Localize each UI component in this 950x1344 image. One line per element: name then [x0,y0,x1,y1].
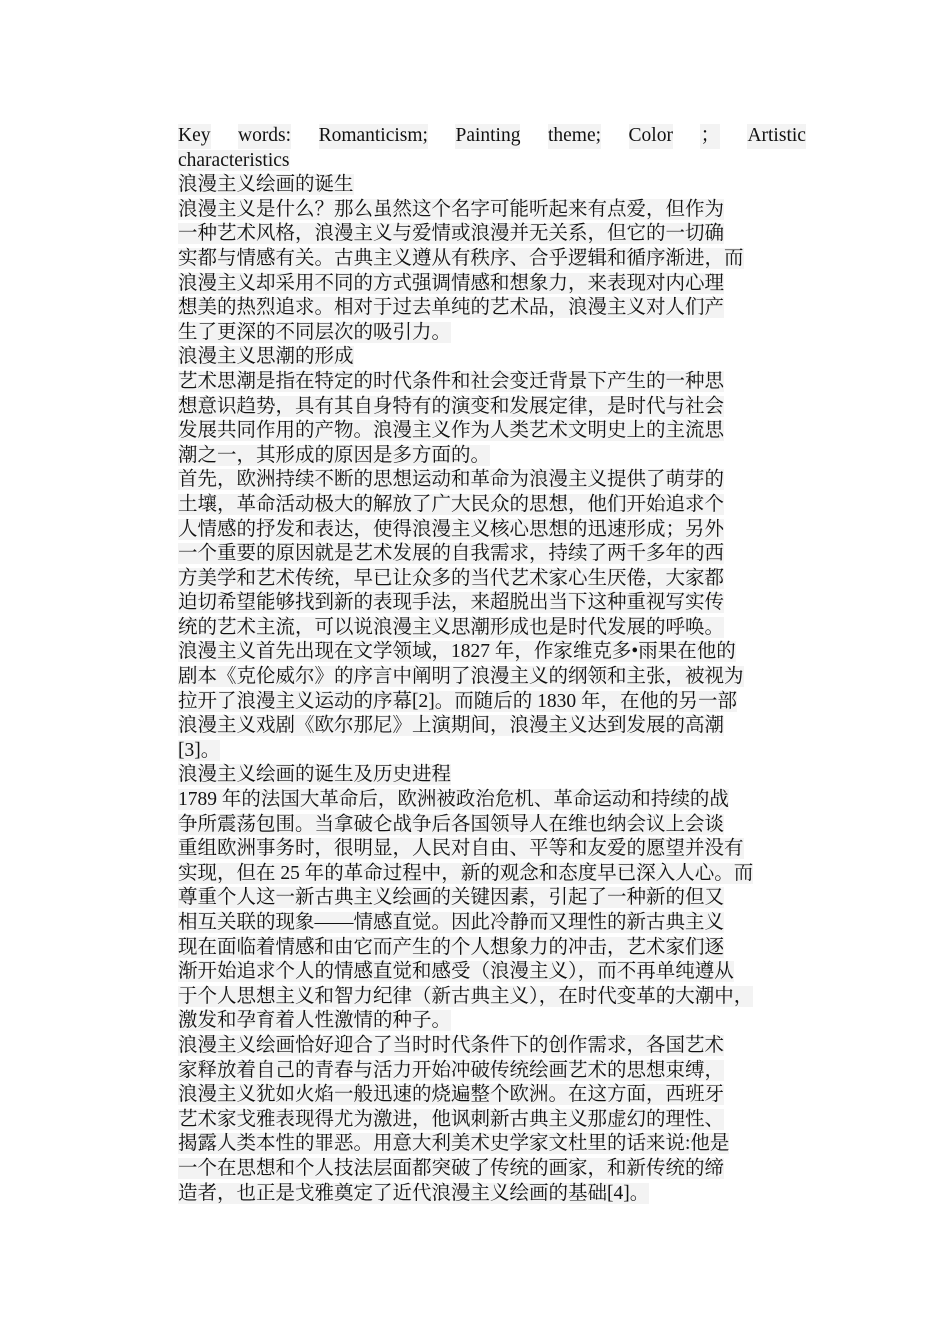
text-line: 迫切希望能够找到新的表现手法，来超脱出当下这种重视写实传 [178,592,725,614]
text-line: 浪漫主义戏剧《欧尔那尼》上演期间，浪漫主义达到发展的高潮 [178,715,725,737]
text-line: 造者，也正是戈雅奠定了近代浪漫主义绘画的基础[4]。 [178,1182,650,1204]
text-line: 实现，但在 25 年的革命过程中，新的观念和态度早已深入人心。而 [178,862,754,884]
keyword-label: Key [178,124,211,149]
text-line: 统的艺术主流，可以说浪漫主义思潮形成也是时代发展的呼唤。 [178,616,725,638]
text-line: 于个人思想主义和智力纪律（新古典主义），在时代变革的大潮中， [178,985,754,1007]
keyword-color: Color [629,124,673,149]
keywords-line [178,124,806,149]
text-line: 拉开了浪漫主义运动的序幕[2]。而随后的 1830 年，在他的另一部 [178,690,737,712]
text-line: 揭露人类本性的罪恶。用意大利美术史学家文杜里的话来说:他是 [178,1133,730,1155]
text-line: 想美的热烈追求。相对于过去单纯的艺术品，浪漫主义对人们产 [178,297,725,319]
text-line: 生了更深的不同层次的吸引力。 [178,321,452,343]
text-line: 艺术思潮是指在特定的时代条件和社会变迁背景下产生的一种思 [178,370,725,392]
text-line: 发展共同作用的产物。浪漫主义作为人类艺术文明史上的主流思 [178,420,725,442]
keyword-painting: Painting [455,124,520,149]
text-line: 艺术家戈雅表现得尤为激进，他讽刺新古典主义那虚幻的理性、 [178,1108,725,1130]
text-line: 土壤，革命活动极大的解放了广大民众的思想，他们开始追求个 [178,493,725,515]
text-line: 浪漫主义首先出现在文学领域，1827 年，作家维克多•雨果在他的 [178,641,736,663]
text-line: 浪漫主义绘画恰好迎合了当时时代条件下的创作需求，各国艺术 [178,1034,725,1056]
keyword-artistic: Artistic [747,124,806,149]
text-line: 潮之一，其形成的原因是多方面的。 [178,444,491,466]
text-line: 1789 年的法国大革命后，欧洲被政治危机、革命运动和持续的战 [178,789,729,811]
text-line: 重组欧洲事务时，很明显，人民对自由、平等和友爱的愿望并没有 [178,838,744,860]
document-page [178,124,806,1206]
keyword-label-colon: words: [238,124,291,149]
text-line: 一个重要的原因就是艺术发展的自我需求，持续了两千多年的西 [178,543,725,565]
text-line: 剧本《克伦威尔》的序言中阐明了浪漫主义的纲领和主张，被视为 [178,666,744,688]
text-line: 一种艺术风格，浪漫主义与爱情或浪漫并无关系，但它的一切确 [178,223,725,245]
text-line: 浪漫主义却采用不同的方式强调情感和想象力，来表现对内心理 [178,272,725,294]
keyword-romanticism: Romanticism; [319,124,428,149]
section-heading-birth: 浪漫主义绘画的诞生 [178,174,354,196]
section-heading-formation: 浪漫主义思潮的形成 [178,346,354,368]
text-line: [3]。 [178,739,221,761]
text-line: 首先，欧洲持续不断的思想运动和革命为浪漫主义提供了萌芽的 [178,469,725,491]
keywords-line-continued: characteristics [178,149,290,171]
text-line: 尊重个人这一新古典主义绘画的关键因素，引起了一种新的但又 [178,887,725,909]
keyword-theme: theme; [548,124,601,149]
text-line: 一个在思想和个人技法层面都突破了传统的画家，和新传统的缔 [178,1157,725,1179]
text-line: 激发和孕育着人性激情的种子。 [178,1010,452,1032]
section-heading-history: 浪漫主义绘画的诞生及历史进程 [178,764,452,786]
text-line: 现在面临着情感和由它而产生的个人想象力的冲击，艺术家们逐 [178,936,725,958]
text-line: 浪漫主义犹如火焰一般迅速的烧遍整个欧洲。在这方面，西班牙 [178,1084,725,1106]
text-line: 想意识趋势，具有其自身特有的演变和发展定律，是时代与社会 [178,395,725,417]
text-line: 方美学和艺术传统，早已让众多的当代艺术家心生厌倦，大家都 [178,567,725,589]
text-line: 浪漫主义是什么？那么虽然这个名字可能听起来有点爱，但作为 [178,198,725,220]
keyword-separator: ； [700,124,720,149]
text-line: 实都与情感有关。古典主义遵从有秩序、合乎逻辑和循序渐进，而 [178,247,744,269]
text-line: 家释放着自己的青春与活力开始冲破传统绘画艺术的思想束缚， [178,1059,725,1081]
text-line: 人情感的抒发和表达，使得浪漫主义核心思想的迅速形成；另外 [178,518,725,540]
text-line: 争所震荡包围。当拿破仑战争后各国领导人在维也纳会议上会谈 [178,813,725,835]
text-line: 渐开始追求个人的情感直觉和感受（浪漫主义），而不再单纯遵从 [178,961,734,983]
text-line: 相互关联的现象——情感直觉。因此冷静而又理性的新古典主义 [178,912,725,933]
